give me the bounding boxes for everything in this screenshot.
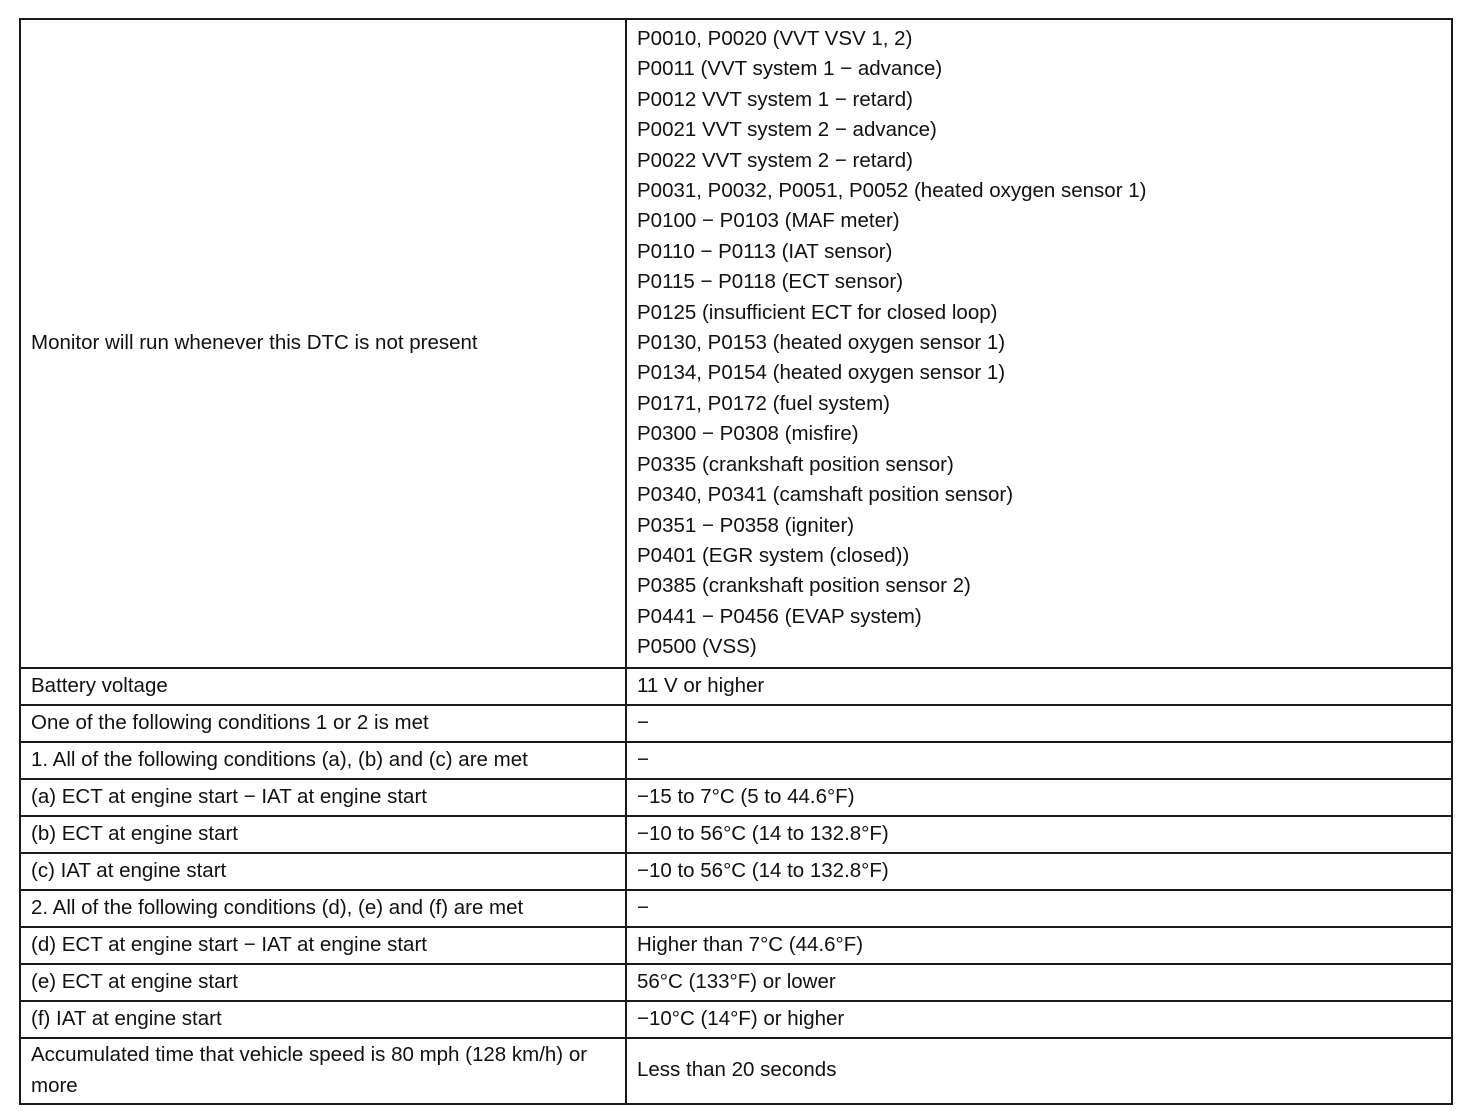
dtc-item: P0100 − P0103 (MAF meter) (637, 209, 900, 233)
condition-label: (f) IAT at engine start (20, 1001, 626, 1038)
condition-label: Accumulated time that vehicle speed is 80 mph (128 km/h) or more (20, 1038, 626, 1104)
dtc-item: P0171, P0172 (fuel system) (637, 391, 890, 415)
condition-label: (c) IAT at engine start (20, 853, 626, 890)
table-row (20, 964, 1452, 1001)
condition-value: −10°C (14°F) or higher (626, 1001, 1452, 1038)
table-row (20, 853, 1452, 890)
condition-value: −10 to 56°C (14 to 132.8°F) (626, 853, 1452, 890)
condition-value: Higher than 7°C (44.6°F) (626, 927, 1452, 964)
dtc-item: P0401 (EGR system (closed)) (637, 543, 910, 567)
dtc-item: P0125 (insufficient ECT for closed loop) (637, 300, 998, 324)
condition-value: − (626, 742, 1452, 779)
condition-value: 11 V or higher (626, 668, 1452, 705)
condition-label: 1. All of the following conditions (a), (b) and (c) are met (20, 742, 626, 779)
condition-label: 2. All of the following conditions (d), (e) and (f) are met (20, 890, 626, 927)
condition-label: (e) ECT at engine start (20, 964, 626, 1001)
dtc-item: P0134, P0154 (heated oxygen sensor 1) (637, 361, 1006, 385)
dtc-item: P0012 VVT system 1 − retard) (637, 87, 913, 111)
dtc-item: P0031, P0032, P0051, P0052 (heated oxygen sensor 1) (637, 179, 1147, 203)
dtc-item: P0110 − P0113 (IAT sensor) (637, 239, 893, 263)
table-row (20, 816, 1452, 853)
condition-value: −10 to 56°C (14 to 132.8°F) (626, 816, 1452, 853)
table-row (20, 742, 1452, 779)
dtc-item: P0021 VVT system 2 − advance) (637, 118, 937, 142)
table-row (20, 1001, 1452, 1038)
dtc-item: P0351 − P0358 (igniter) (637, 513, 855, 537)
table-row (20, 668, 1452, 705)
condition-label: Battery voltage (20, 668, 626, 705)
condition-label: Monitor will run whenever this DTC is not present (20, 19, 626, 668)
dtc-item: P0300 − P0308 (misfire) (637, 422, 859, 446)
dtc-item: P0340, P0341 (camshaft position sensor) (637, 483, 1014, 507)
table-row (20, 1038, 1452, 1104)
dtc-item: P0335 (crankshaft position sensor) (637, 452, 954, 476)
dtc-item: P0441 − P0456 (EVAP system) (637, 604, 922, 628)
table-row (20, 927, 1452, 964)
dtc-item: P0115 − P0118 (ECT sensor) (637, 270, 904, 294)
condition-value: − (626, 705, 1452, 742)
condition-label: (a) ECT at engine start − IAT at engine start (20, 779, 626, 816)
monitor-conditions-table (19, 18, 1453, 1105)
condition-value: − (626, 890, 1452, 927)
table-row (20, 779, 1452, 816)
table-row (20, 890, 1452, 927)
condition-label: (b) ECT at engine start (20, 816, 626, 853)
dtc-item: P0500 (VSS) (637, 635, 757, 659)
dtc-item: P0130, P0153 (heated oxygen sensor 1) (637, 331, 1006, 355)
dtc-item: P0385 (crankshaft position sensor 2) (637, 574, 971, 598)
condition-value: Less than 20 seconds (626, 1038, 1452, 1104)
condition-label: (d) ECT at engine start − IAT at engine start (20, 927, 626, 964)
condition-value: −15 to 7°C (5 to 44.6°F) (626, 779, 1452, 816)
dtc-list (626, 19, 1452, 668)
table-row (20, 19, 1452, 668)
table-row (20, 705, 1452, 742)
dtc-item: P0010, P0020 (VVT VSV 1, 2) (637, 27, 913, 50)
condition-value: 56°C (133°F) or lower (626, 964, 1452, 1001)
dtc-item: P0022 VVT system 2 − retard) (637, 148, 913, 172)
dtc-item: P0011 (VVT system 1 − advance) (637, 57, 943, 81)
condition-label: One of the following conditions 1 or 2 is met (20, 705, 626, 742)
